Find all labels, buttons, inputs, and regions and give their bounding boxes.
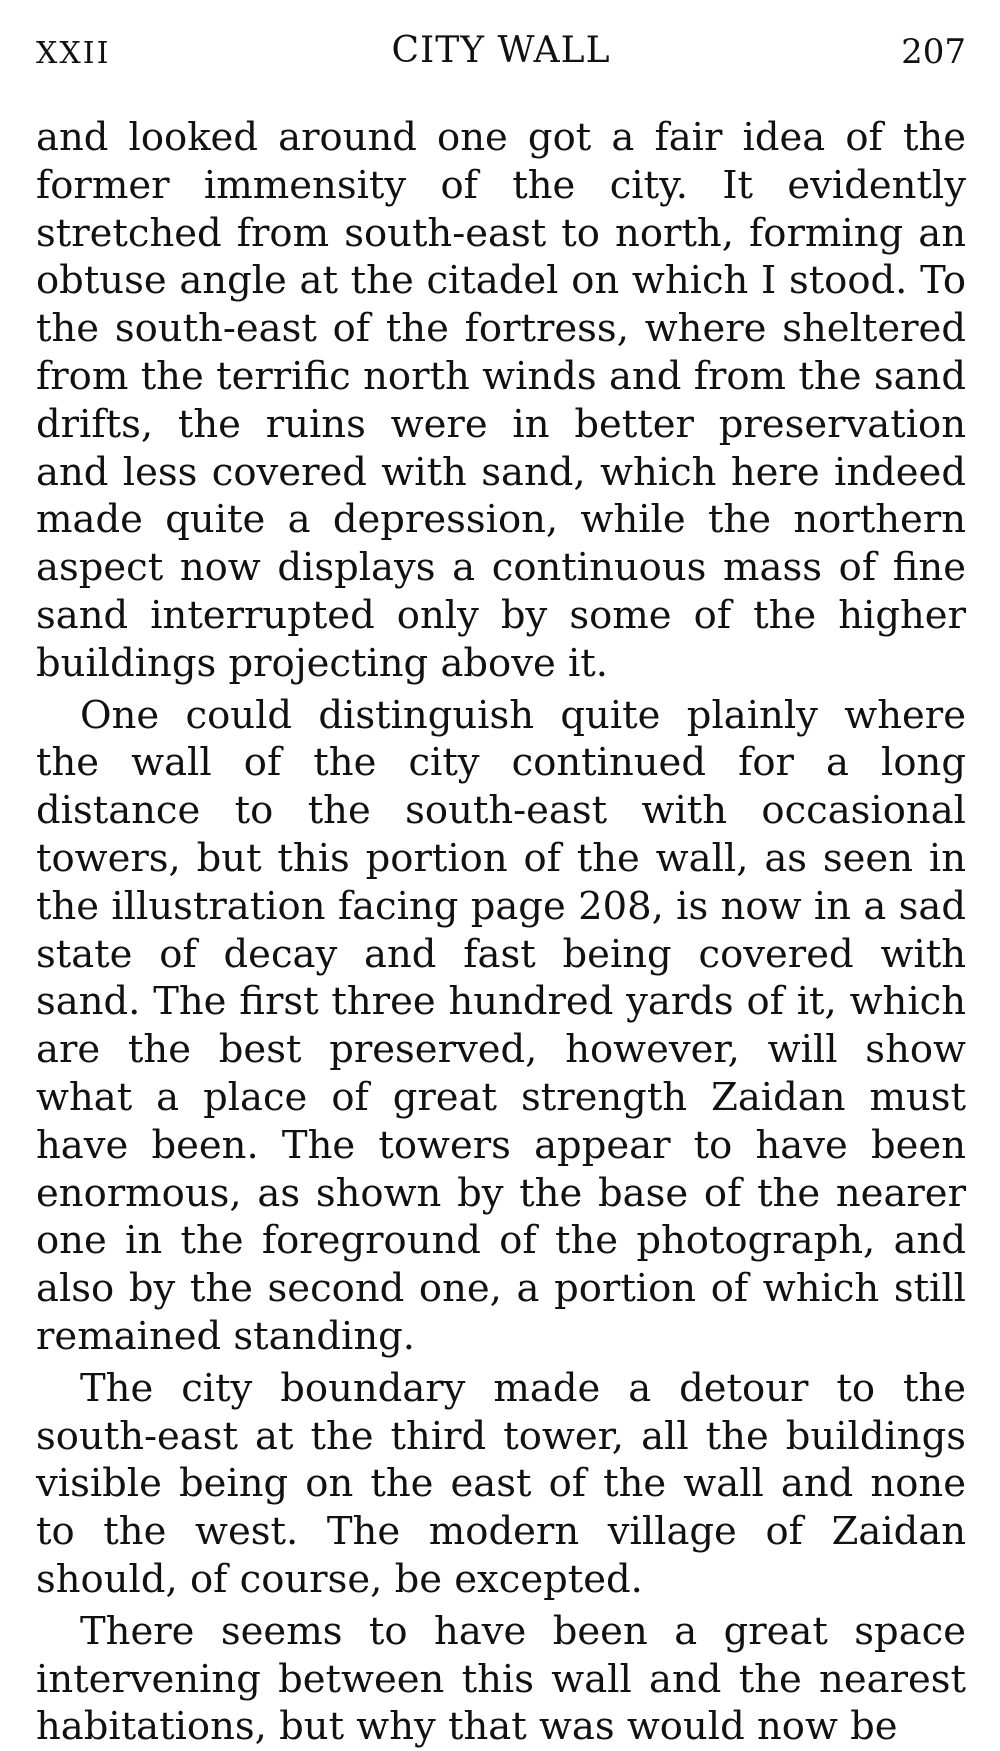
- page-number: 207: [901, 32, 966, 72]
- page-body: [36, 114, 966, 1751]
- running-header: [36, 26, 966, 78]
- paragraph-continued: and looked around one got a fair idea of the former immensity of the city. It evidently stretched from south-east to north, forming an obtuse angle at the citadel on which I stood. To the south-east of the fortress, where sheltered from the terrific north winds and from the sand drifts, the ruins were in better preservation and less covered with sand, which here indeed made quite a depression, while the northern aspect now displays a continuous mass of fine sand interrupted only by some of the higher buildings projecting above it.: [36, 115, 966, 686]
- paragraph: There seems to have been a great space intervening between this wall and the nearest habitations, but why that was would now be: [36, 1608, 966, 1750]
- paragraph: One could distinguish quite plainly where the wall of the city continued for a long distance to the south-east with occasional towers, but this portion of the wall, as seen in the illustration facing page 208, is now in a sad state of decay and fast being covered with sand. The first three hundred yards of it, which are the best preserved, however, will show what a place of great strength Zaidan must have been. The towers appear to have been enormous, as shown by the base of the nearer one in the foreground of the photograph, and also by the second one, a portion of which still remained standing.: [36, 692, 966, 1359]
- running-title: CITY WALL: [391, 30, 611, 71]
- paragraph: The city boundary made a detour to the south-east at the third tower, all the buildings visible being on the east of the wall and none to the west. The modern village of Zaidan should, of course, be excepted.: [36, 1365, 966, 1602]
- chapter-number: XXII: [36, 36, 111, 71]
